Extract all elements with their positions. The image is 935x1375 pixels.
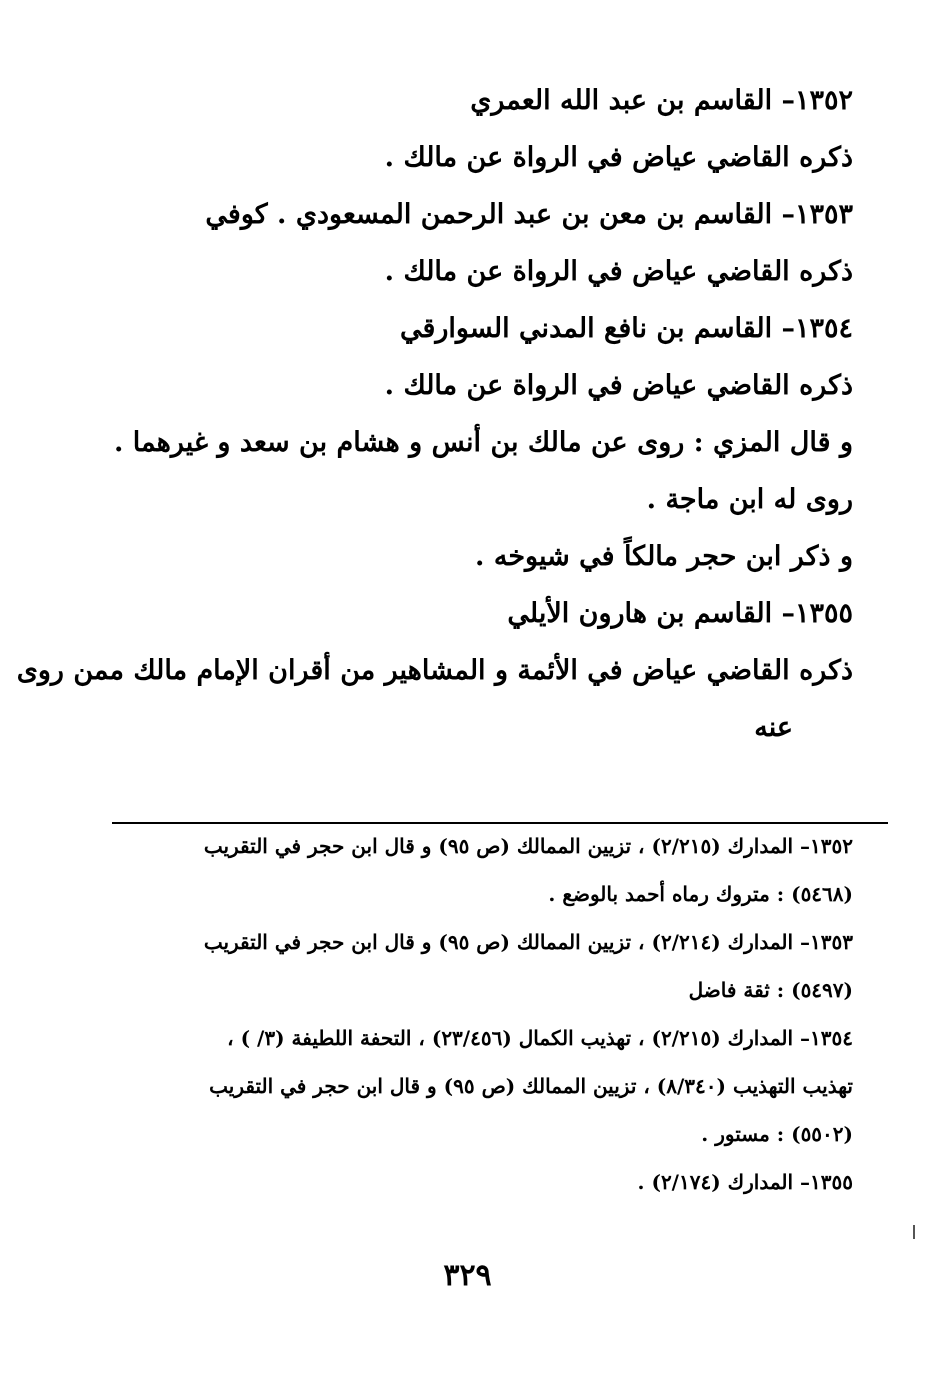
footnote-1352-line-2: (٥٤٦٨) : متروك رماه أحمد بالوضع . [548, 882, 853, 906]
footnote-1355-line-1: ١٣٥٥– المدارك (٢/١٧٤) . [637, 1170, 853, 1194]
footnote-1353-line-1: ١٣٥٣– المدارك (٢/٢١٤) ، تزيين الممالك (ص ٩٥) و قال ابن حجر في التقريب [203, 930, 853, 954]
main-text [16, 72, 853, 756]
entry-1354-text-4: و ذكر ابن حجر مالكاً في شيوخه . [475, 541, 853, 572]
entry-1354-heading: ١٣٥٤– القاسم بن نافع المدني السوارقي [399, 313, 853, 344]
footnotes [93, 822, 853, 1206]
footnote-1352-line-1: ١٣٥٢– المدارك (٢/٢١٥) ، تزيين الممالك (ص ٩٥) و قال ابن حجر في التقريب [203, 834, 853, 858]
entry-1355-text-2: عنه [754, 712, 793, 743]
page-number: ٣٢٩ [443, 1258, 492, 1293]
entry-1355-text-1: ذكره القاضي عياض في الأئمة و المشاهير من أقران الإمام مالك ممن روى [16, 655, 853, 686]
entry-1355-heading: ١٣٥٥– القاسم بن هارون الأيلي [507, 598, 853, 629]
footnote-1354-line-2: تهذيب التهذيب (٨/٣٤٠) ، تزيين الممالك (ص ٩٥) و قال ابن حجر في التقريب [209, 1074, 853, 1098]
footnote-1354-line-3: (٥٥٠٢) : مستور . [701, 1122, 853, 1146]
entry-1353-heading: ١٣٥٣– القاسم بن معن بن عبد الرحمن المسعودي . كوفي [205, 199, 853, 230]
entry-1352-text: ذكره القاضي عياض في الرواة عن مالك . [384, 142, 853, 173]
entry-1353-text: ذكره القاضي عياض في الرواة عن مالك . [384, 256, 853, 287]
entry-1354-text-1: ذكره القاضي عياض في الرواة عن مالك . [384, 370, 853, 401]
footnote-1353-line-2: (٥٤٩٧) : ثقة فاضل [688, 978, 853, 1002]
entry-1354-text-2: و قال المزي : روى عن مالك بن أنس و هشام بن سعد و غيرهما . [113, 427, 853, 458]
scan-artifact [913, 1225, 915, 1239]
entry-1352-heading: ١٣٥٢– القاسم بن عبد الله العمري [470, 85, 853, 116]
entry-1354-text-3: روى له ابن ماجة . [646, 484, 853, 515]
footnote-1354-line-1: ١٣٥٤– المدارك (٢/٢١٥) ، تهذيب الكمال (٢٣/٤٥٦) ، التحفة اللطيفة (٣/ ) ، [227, 1026, 853, 1050]
